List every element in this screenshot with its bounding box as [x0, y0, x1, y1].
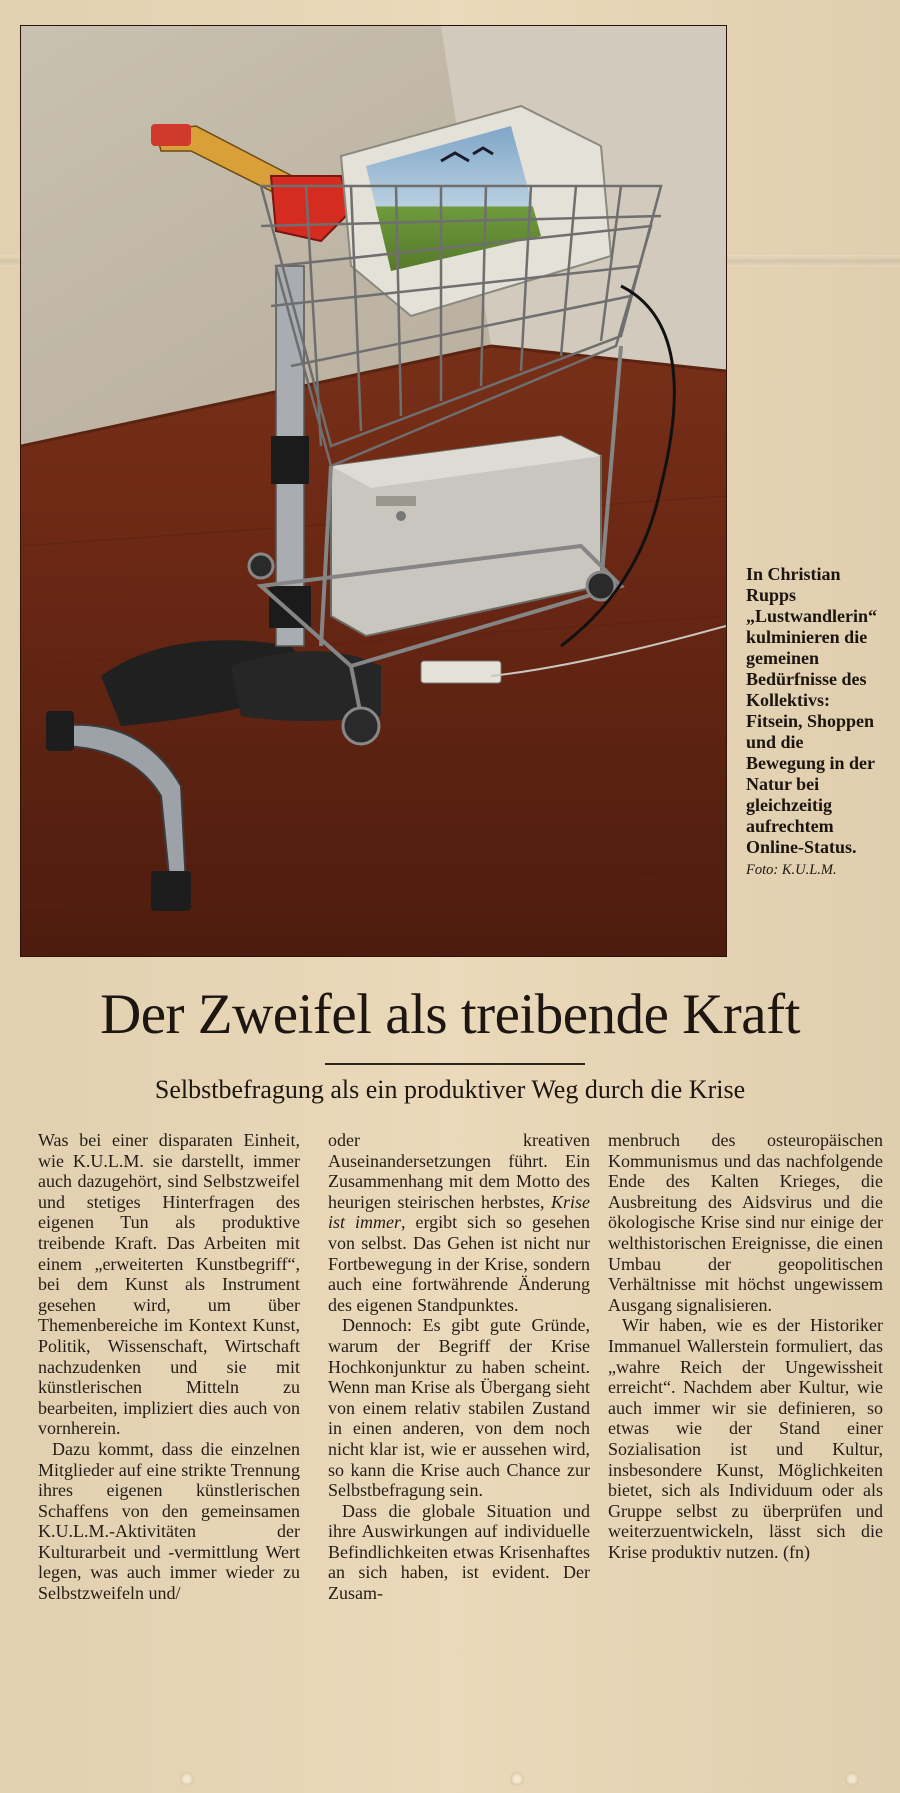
staple-mark	[180, 1772, 194, 1786]
paragraph	[328, 1130, 590, 1315]
article-column-1	[38, 1130, 300, 1604]
staple-mark	[510, 1772, 524, 1786]
paragraph: Was bei einer disparaten Einheit, wie K.U.L.M. sie darstellt, immer auch dazugehört, sind Selbstzweifel und stetiges Hinterfragen des eigenen Tun als produktive treibende Kraft. Das Arbeiten mit einem „erweiterten Kunstbegriff“, bei dem Kunst als Instrument gesehen wird, um über Themenbereiche im Kontext Kunst, Politik, Wissenschaft, Wirtschaft nachzudenken und sie mit künstlerischen Mitteln zu bearbeiten, impliziert dies auch von vornherein.	[38, 1130, 300, 1439]
paragraph: Dazu kommt, dass die einzelnen Mitglieder auf eine strikte Trennung ihres eigenen künstlerischen Schaffens von den gemeinsamen K.U.L.M.-Aktivitäten der Kulturarbeit und -vermittlung Wert legen, was auch immer wieder zu Selbstzweifeln und/	[38, 1438, 300, 1604]
motto-italic: Krise ist immer	[328, 1191, 590, 1233]
caption-text: In Christian Rupps „Lustwandlerin“ kulminieren die gemeinen Bedürfnisse des Kollektivs: Fitsein, Shoppen und die Bewegung in der Natur bei gleichzeitig aufrechtem Online-Status.	[746, 564, 878, 857]
artwork-photo	[20, 25, 727, 957]
photo-caption	[746, 564, 886, 880]
paragraph: Dennoch: Es gibt gute Gründe, warum der Begriff der Krise Hochkonjunktur zu haben scheint. Wenn man Krise als Übergang sieht von einem relativ stabilen Zustand in einen anderen, von dem noch nicht klar ist, wie er aussehen wird, so kann die Krise auch Chance zur Selbstbefragung sein.	[328, 1315, 590, 1501]
article-column-3	[608, 1130, 883, 1562]
paragraph: Dass die globale Situation und ihre Auswirkungen auf individuelle Befindlichkeiten etwas Krisenhaftes an sich haben, ist evident. Der Zusam-	[328, 1500, 590, 1604]
paragraph-text: , ergibt sich so gesehen von selbst. Das Gehen ist nicht nur Fortbewegung in der Krise, sondern auch eine fortwährende Änderung des eigenen Standpunktes.	[328, 1212, 591, 1315]
article-subheadline: Selbstbefragung als ein produktiver Weg durch die Krise	[154, 1075, 746, 1104]
article-headline: Der Zweifel als treibende Kraft	[100, 983, 800, 1046]
headline-divider	[325, 1063, 585, 1065]
paragraph-text: oder kreativen Auseinandersetzungen führt. Ein Zusammenhang mit dem Motto des heurigen steirischen herbstes,	[328, 1130, 590, 1212]
paragraph: Wir haben, wie es der Historiker Immanuel Wallerstein formuliert, das „wahre Reich der Ungewissheit erreicht“. Nachdem aber Kultur, wie auch immer wir sie definieren, so etwas wie der Stand einer Sozialisation ist und Kultur, insbesondere Kunst, Möglichkeiten bietet, sich als Individuum oder als Gruppe selbst zu überprüfen und weiterzuentwickeln, lässt sich die Krise produktiv nutzen. (fn)	[608, 1315, 883, 1562]
article-column-2	[328, 1130, 590, 1604]
photo-credit: Foto: K.U.L.M.	[746, 862, 837, 878]
staple-mark	[845, 1772, 859, 1786]
paragraph: menbruch des osteuropäischen Kommunismus und das nachfolgende Ende des Kalten Krieges, die Ausbreitung des Aidsvirus und die ökologische Krise sind nur einige der welthistorischen Ereignisse, die einen Umbau der geopolitischen Verhältnisse mit höchst ungewissem Ausgang signalisieren.	[608, 1130, 883, 1315]
